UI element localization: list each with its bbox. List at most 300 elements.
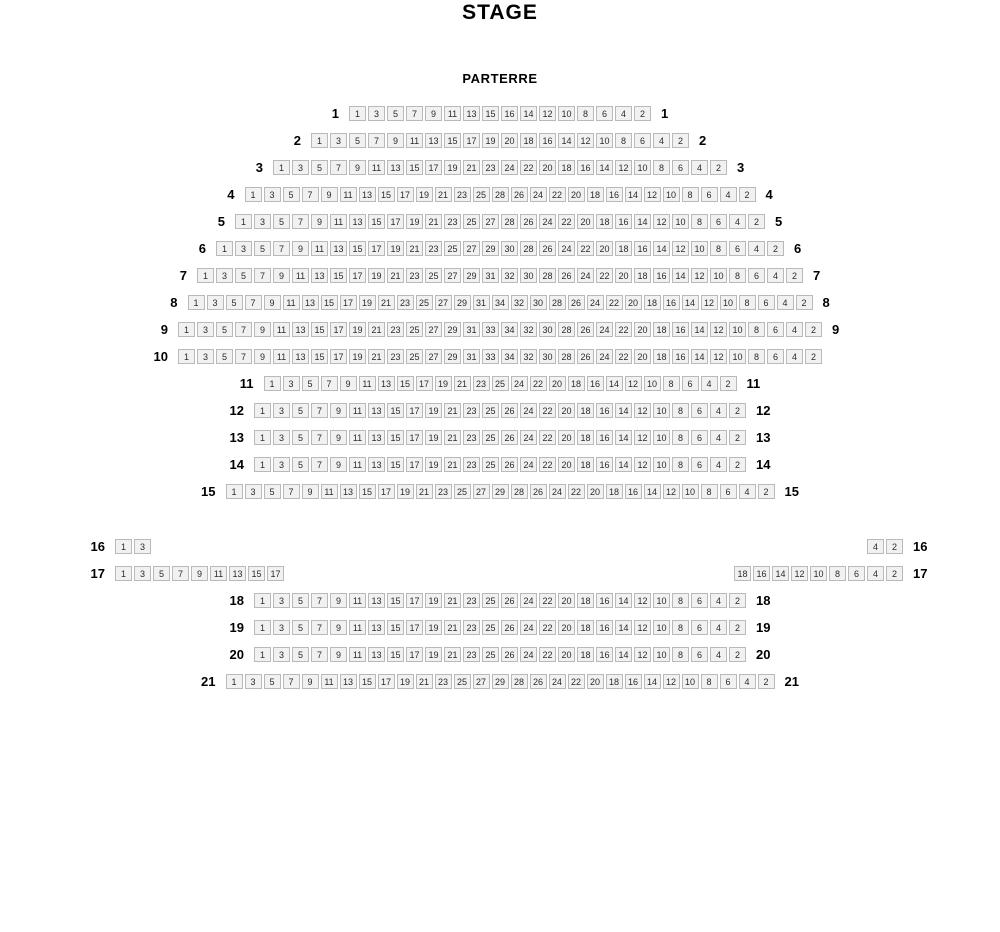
seat[interactable]: 4 — [777, 295, 794, 310]
seat[interactable]: 18 — [520, 133, 537, 148]
seat[interactable]: 12 — [653, 214, 670, 229]
seat[interactable]: 14 — [644, 674, 661, 689]
seat[interactable]: 18 — [568, 376, 585, 391]
seat[interactable]: 22 — [530, 376, 547, 391]
seat[interactable]: 21 — [368, 349, 385, 364]
seat[interactable]: 13 — [340, 674, 357, 689]
seat[interactable]: 2 — [805, 349, 822, 364]
seat[interactable]: 15 — [387, 457, 404, 472]
seat[interactable]: 27 — [425, 322, 442, 337]
seat[interactable]: 21 — [387, 268, 404, 283]
seat[interactable]: 25 — [406, 322, 423, 337]
seat[interactable]: 12 — [710, 322, 727, 337]
seat[interactable]: 9 — [254, 349, 271, 364]
seat[interactable]: 15 — [387, 593, 404, 608]
seat[interactable]: 16 — [596, 457, 613, 472]
seat[interactable]: 21 — [416, 674, 433, 689]
seat[interactable]: 7 — [311, 593, 328, 608]
seat[interactable]: 8 — [710, 241, 727, 256]
seat[interactable]: 19 — [349, 349, 366, 364]
seat[interactable]: 16 — [577, 160, 594, 175]
seat[interactable]: 13 — [368, 620, 385, 635]
seat[interactable]: 19 — [425, 403, 442, 418]
seat[interactable]: 13 — [368, 593, 385, 608]
seat[interactable]: 29 — [444, 322, 461, 337]
seat[interactable]: 6 — [758, 295, 775, 310]
seat[interactable]: 20 — [558, 620, 575, 635]
seat[interactable]: 1 — [254, 403, 271, 418]
seat[interactable]: 21 — [368, 322, 385, 337]
seat[interactable]: 7 — [283, 674, 300, 689]
seat[interactable]: 4 — [710, 457, 727, 472]
seat[interactable]: 24 — [549, 484, 566, 499]
seat[interactable]: 10 — [663, 187, 680, 202]
seat[interactable]: 12 — [577, 133, 594, 148]
seat[interactable]: 19 — [387, 241, 404, 256]
seat[interactable]: 18 — [644, 295, 661, 310]
seat[interactable]: 5 — [292, 647, 309, 662]
seat[interactable]: 3 — [134, 539, 151, 554]
seat[interactable]: 17 — [416, 376, 433, 391]
seat[interactable]: 15 — [482, 106, 499, 121]
seat[interactable]: 7 — [321, 376, 338, 391]
seat[interactable]: 21 — [416, 484, 433, 499]
seat[interactable]: 23 — [463, 457, 480, 472]
seat[interactable]: 26 — [501, 457, 518, 472]
seat[interactable]: 18 — [596, 214, 613, 229]
seat[interactable]: 30 — [539, 349, 556, 364]
seat[interactable]: 12 — [634, 593, 651, 608]
seat[interactable]: 15 — [359, 674, 376, 689]
seat[interactable]: 4 — [615, 106, 632, 121]
seat[interactable]: 15 — [368, 214, 385, 229]
seat[interactable]: 25 — [482, 647, 499, 662]
seat[interactable]: 29 — [454, 295, 471, 310]
seat[interactable]: 26 — [577, 322, 594, 337]
seat[interactable]: 1 — [245, 187, 262, 202]
seat[interactable]: 4 — [867, 566, 884, 581]
seat[interactable]: 24 — [520, 593, 537, 608]
seat[interactable]: 15 — [406, 160, 423, 175]
seat[interactable]: 10 — [653, 457, 670, 472]
seat[interactable]: 5 — [235, 268, 252, 283]
seat[interactable]: 7 — [235, 349, 252, 364]
seat[interactable]: 4 — [710, 647, 727, 662]
seat[interactable]: 11 — [292, 268, 309, 283]
seat[interactable]: 24 — [520, 647, 537, 662]
seat[interactable]: 10 — [596, 133, 613, 148]
seat[interactable]: 1 — [216, 241, 233, 256]
seat[interactable]: 10 — [672, 214, 689, 229]
seat[interactable]: 9 — [330, 620, 347, 635]
seat[interactable]: 11 — [349, 457, 366, 472]
seat[interactable]: 23 — [435, 674, 452, 689]
seat[interactable]: 23 — [463, 593, 480, 608]
seat[interactable]: 22 — [615, 349, 632, 364]
seat[interactable]: 11 — [321, 484, 338, 499]
seat[interactable]: 15 — [330, 268, 347, 283]
seat[interactable]: 25 — [406, 349, 423, 364]
seat[interactable]: 7 — [172, 566, 189, 581]
seat[interactable]: 9 — [330, 593, 347, 608]
seat[interactable]: 16 — [615, 214, 632, 229]
seat[interactable]: 10 — [682, 674, 699, 689]
seat[interactable]: 1 — [311, 133, 328, 148]
seat[interactable]: 17 — [406, 593, 423, 608]
seat[interactable]: 21 — [463, 160, 480, 175]
seat[interactable]: 4 — [710, 593, 727, 608]
seat[interactable]: 18 — [734, 566, 751, 581]
seat[interactable]: 23 — [444, 214, 461, 229]
seat[interactable]: 21 — [444, 620, 461, 635]
seat[interactable]: 25 — [492, 376, 509, 391]
seat[interactable]: 14 — [520, 106, 537, 121]
seat[interactable]: 23 — [406, 268, 423, 283]
seat[interactable]: 4 — [739, 674, 756, 689]
seat[interactable]: 13 — [368, 457, 385, 472]
seat[interactable]: 27 — [473, 484, 490, 499]
seat[interactable]: 25 — [482, 593, 499, 608]
seat[interactable]: 20 — [558, 593, 575, 608]
seat[interactable]: 24 — [539, 214, 556, 229]
seat[interactable]: 18 — [577, 647, 594, 662]
seat[interactable]: 2 — [729, 403, 746, 418]
seat[interactable]: 2 — [634, 106, 651, 121]
seat[interactable]: 1 — [349, 106, 366, 121]
seat[interactable]: 1 — [115, 566, 132, 581]
seat[interactable]: 16 — [596, 430, 613, 445]
seat[interactable]: 5 — [216, 349, 233, 364]
seat[interactable]: 20 — [587, 674, 604, 689]
seat[interactable]: 2 — [720, 376, 737, 391]
seat[interactable]: 18 — [577, 620, 594, 635]
seat[interactable]: 7 — [311, 620, 328, 635]
seat[interactable]: 10 — [653, 403, 670, 418]
seat[interactable]: 5 — [292, 457, 309, 472]
seat[interactable]: 23 — [454, 187, 471, 202]
seat[interactable]: 11 — [283, 295, 300, 310]
seat[interactable]: 22 — [539, 403, 556, 418]
seat[interactable]: 7 — [254, 268, 271, 283]
seat[interactable]: 22 — [520, 160, 537, 175]
seat[interactable]: 11 — [321, 674, 338, 689]
seat[interactable]: 25 — [482, 430, 499, 445]
seat[interactable]: 8 — [653, 160, 670, 175]
seat[interactable]: 23 — [435, 484, 452, 499]
seat[interactable]: 25 — [454, 484, 471, 499]
seat[interactable]: 7 — [368, 133, 385, 148]
seat[interactable]: 10 — [558, 106, 575, 121]
seat[interactable]: 18 — [577, 457, 594, 472]
seat[interactable]: 14 — [615, 593, 632, 608]
seat[interactable]: 8 — [672, 457, 689, 472]
seat[interactable]: 16 — [606, 187, 623, 202]
seat[interactable]: 16 — [672, 322, 689, 337]
seat[interactable]: 12 — [615, 160, 632, 175]
seat[interactable]: 22 — [539, 430, 556, 445]
seat[interactable]: 24 — [577, 268, 594, 283]
seat[interactable]: 15 — [349, 241, 366, 256]
seat[interactable]: 19 — [435, 376, 452, 391]
seat[interactable]: 19 — [482, 133, 499, 148]
seat[interactable]: 23 — [473, 376, 490, 391]
seat[interactable]: 21 — [444, 647, 461, 662]
seat[interactable]: 21 — [378, 295, 395, 310]
seat[interactable]: 8 — [577, 106, 594, 121]
seat[interactable]: 16 — [625, 674, 642, 689]
seat[interactable]: 13 — [463, 106, 480, 121]
seat[interactable]: 19 — [368, 268, 385, 283]
seat[interactable]: 2 — [729, 457, 746, 472]
seat[interactable]: 18 — [577, 430, 594, 445]
seat[interactable]: 9 — [191, 566, 208, 581]
seat[interactable]: 13 — [368, 403, 385, 418]
seat[interactable]: 23 — [463, 430, 480, 445]
seat[interactable]: 32 — [511, 295, 528, 310]
seat[interactable]: 11 — [406, 133, 423, 148]
seat[interactable]: 23 — [397, 295, 414, 310]
seat[interactable]: 2 — [886, 566, 903, 581]
seat[interactable]: 31 — [473, 295, 490, 310]
seat[interactable]: 5 — [273, 214, 290, 229]
seat[interactable]: 5 — [264, 674, 281, 689]
seat[interactable]: 28 — [501, 214, 518, 229]
seat[interactable]: 2 — [758, 674, 775, 689]
seat[interactable]: 1 — [254, 647, 271, 662]
seat[interactable]: 10 — [653, 620, 670, 635]
seat[interactable]: 6 — [720, 674, 737, 689]
seat[interactable]: 3 — [273, 620, 290, 635]
seat[interactable]: 7 — [292, 214, 309, 229]
seat[interactable]: 28 — [558, 349, 575, 364]
seat[interactable]: 13 — [292, 349, 309, 364]
seat[interactable]: 6 — [710, 214, 727, 229]
seat[interactable]: 6 — [691, 403, 708, 418]
seat[interactable]: 16 — [539, 133, 556, 148]
seat[interactable]: 9 — [292, 241, 309, 256]
seat[interactable]: 11 — [273, 349, 290, 364]
seat[interactable]: 14 — [634, 214, 651, 229]
seat[interactable]: 9 — [425, 106, 442, 121]
seat[interactable]: 21 — [444, 593, 461, 608]
seat[interactable]: 23 — [425, 241, 442, 256]
seat[interactable]: 28 — [558, 322, 575, 337]
seat[interactable]: 12 — [791, 566, 808, 581]
seat[interactable]: 4 — [720, 187, 737, 202]
seat[interactable]: 6 — [767, 349, 784, 364]
seat[interactable]: 9 — [330, 457, 347, 472]
seat[interactable]: 29 — [444, 349, 461, 364]
seat[interactable]: 5 — [292, 593, 309, 608]
seat[interactable]: 18 — [606, 484, 623, 499]
seat[interactable]: 6 — [596, 106, 613, 121]
seat[interactable]: 1 — [264, 376, 281, 391]
seat[interactable]: 26 — [577, 349, 594, 364]
seat[interactable]: 13 — [311, 268, 328, 283]
seat[interactable]: 15 — [248, 566, 265, 581]
seat[interactable]: 14 — [615, 457, 632, 472]
seat[interactable]: 4 — [710, 403, 727, 418]
seat[interactable]: 9 — [254, 322, 271, 337]
seat[interactable]: 4 — [701, 376, 718, 391]
seat[interactable]: 11 — [330, 214, 347, 229]
seat[interactable]: 16 — [596, 593, 613, 608]
seat[interactable]: 3 — [292, 160, 309, 175]
seat[interactable]: 26 — [501, 430, 518, 445]
seat[interactable]: 16 — [625, 484, 642, 499]
seat[interactable]: 17 — [387, 214, 404, 229]
seat[interactable]: 9 — [264, 295, 281, 310]
seat[interactable]: 18 — [558, 160, 575, 175]
seat[interactable]: 7 — [311, 647, 328, 662]
seat[interactable]: 28 — [492, 187, 509, 202]
seat[interactable]: 15 — [311, 322, 328, 337]
seat[interactable]: 15 — [378, 187, 395, 202]
seat[interactable]: 24 — [549, 674, 566, 689]
seat[interactable]: 13 — [340, 484, 357, 499]
seat[interactable]: 22 — [615, 322, 632, 337]
seat[interactable]: 4 — [867, 539, 884, 554]
seat[interactable]: 9 — [311, 214, 328, 229]
seat[interactable]: 18 — [577, 403, 594, 418]
seat[interactable]: 20 — [558, 403, 575, 418]
seat[interactable]: 5 — [302, 376, 319, 391]
seat[interactable]: 8 — [672, 620, 689, 635]
seat[interactable]: 5 — [264, 484, 281, 499]
seat[interactable]: 10 — [720, 295, 737, 310]
seat[interactable]: 20 — [558, 647, 575, 662]
seat[interactable]: 13 — [359, 187, 376, 202]
seat[interactable]: 25 — [473, 187, 490, 202]
seat[interactable]: 8 — [682, 187, 699, 202]
seat[interactable]: 26 — [558, 268, 575, 283]
seat[interactable]: 14 — [606, 376, 623, 391]
seat[interactable]: 8 — [739, 295, 756, 310]
seat[interactable]: 34 — [492, 295, 509, 310]
seat[interactable]: 1 — [254, 430, 271, 445]
seat[interactable]: 2 — [748, 214, 765, 229]
seat[interactable]: 3 — [197, 349, 214, 364]
seat[interactable]: 8 — [691, 214, 708, 229]
seat[interactable]: 20 — [549, 376, 566, 391]
seat[interactable]: 22 — [577, 241, 594, 256]
seat[interactable]: 3 — [283, 376, 300, 391]
seat[interactable]: 1 — [188, 295, 205, 310]
seat[interactable]: 15 — [321, 295, 338, 310]
seat[interactable]: 9 — [321, 187, 338, 202]
seat[interactable]: 11 — [359, 376, 376, 391]
seat[interactable]: 24 — [520, 430, 537, 445]
seat[interactable]: 13 — [368, 430, 385, 445]
seat[interactable]: 22 — [549, 187, 566, 202]
seat[interactable]: 8 — [829, 566, 846, 581]
seat[interactable]: 10 — [729, 349, 746, 364]
seat[interactable]: 26 — [539, 241, 556, 256]
seat[interactable]: 11 — [210, 566, 227, 581]
seat[interactable]: 14 — [596, 160, 613, 175]
seat[interactable]: 7 — [311, 403, 328, 418]
seat[interactable]: 2 — [886, 539, 903, 554]
seat[interactable]: 21 — [444, 430, 461, 445]
seat[interactable]: 25 — [444, 241, 461, 256]
seat[interactable]: 27 — [482, 214, 499, 229]
seat[interactable]: 16 — [663, 295, 680, 310]
seat[interactable]: 1 — [178, 349, 195, 364]
seat[interactable]: 14 — [691, 322, 708, 337]
seat[interactable]: 19 — [444, 160, 461, 175]
seat[interactable]: 28 — [511, 484, 528, 499]
seat[interactable]: 1 — [226, 484, 243, 499]
seat[interactable]: 4 — [748, 241, 765, 256]
seat[interactable]: 8 — [672, 430, 689, 445]
seat[interactable]: 16 — [596, 620, 613, 635]
seat[interactable]: 5 — [254, 241, 271, 256]
seat[interactable]: 14 — [558, 133, 575, 148]
seat[interactable]: 3 — [216, 268, 233, 283]
seat[interactable]: 12 — [634, 457, 651, 472]
seat[interactable]: 26 — [501, 620, 518, 635]
seat[interactable]: 6 — [691, 620, 708, 635]
seat[interactable]: 12 — [710, 349, 727, 364]
seat[interactable]: 18 — [653, 349, 670, 364]
seat[interactable]: 11 — [349, 593, 366, 608]
seat[interactable]: 10 — [644, 376, 661, 391]
seat[interactable]: 3 — [273, 593, 290, 608]
seat[interactable]: 11 — [273, 322, 290, 337]
seat[interactable]: 18 — [653, 322, 670, 337]
seat[interactable]: 16 — [653, 268, 670, 283]
seat[interactable]: 24 — [596, 322, 613, 337]
seat[interactable]: 23 — [482, 160, 499, 175]
seat[interactable]: 30 — [501, 241, 518, 256]
seat[interactable]: 19 — [406, 214, 423, 229]
seat[interactable]: 5 — [292, 430, 309, 445]
seat[interactable]: 4 — [653, 133, 670, 148]
seat[interactable]: 8 — [615, 133, 632, 148]
seat[interactable]: 12 — [663, 674, 680, 689]
seat[interactable]: 27 — [435, 295, 452, 310]
seat[interactable]: 10 — [653, 430, 670, 445]
seat[interactable]: 17 — [378, 674, 395, 689]
seat[interactable]: 21 — [435, 187, 452, 202]
seat[interactable]: 20 — [634, 349, 651, 364]
seat[interactable]: 30 — [539, 322, 556, 337]
seat[interactable]: 28 — [549, 295, 566, 310]
seat[interactable]: 20 — [634, 322, 651, 337]
seat[interactable]: 11 — [340, 187, 357, 202]
seat[interactable]: 19 — [425, 430, 442, 445]
seat[interactable]: 10 — [653, 647, 670, 662]
seat[interactable]: 24 — [530, 187, 547, 202]
seat[interactable]: 20 — [615, 268, 632, 283]
seat[interactable]: 22 — [539, 620, 556, 635]
seat[interactable]: 10 — [691, 241, 708, 256]
seat[interactable]: 26 — [501, 647, 518, 662]
seat[interactable]: 11 — [349, 430, 366, 445]
seat[interactable]: 31 — [463, 349, 480, 364]
seat[interactable]: 3 — [273, 403, 290, 418]
seat[interactable]: 1 — [254, 593, 271, 608]
seat[interactable]: 4 — [739, 484, 756, 499]
seat[interactable]: 30 — [530, 295, 547, 310]
seat[interactable]: 9 — [387, 133, 404, 148]
seat[interactable]: 12 — [701, 295, 718, 310]
seat[interactable]: 2 — [729, 620, 746, 635]
seat[interactable]: 20 — [558, 430, 575, 445]
seat[interactable]: 8 — [748, 349, 765, 364]
seat[interactable]: 10 — [653, 593, 670, 608]
seat[interactable]: 9 — [302, 484, 319, 499]
